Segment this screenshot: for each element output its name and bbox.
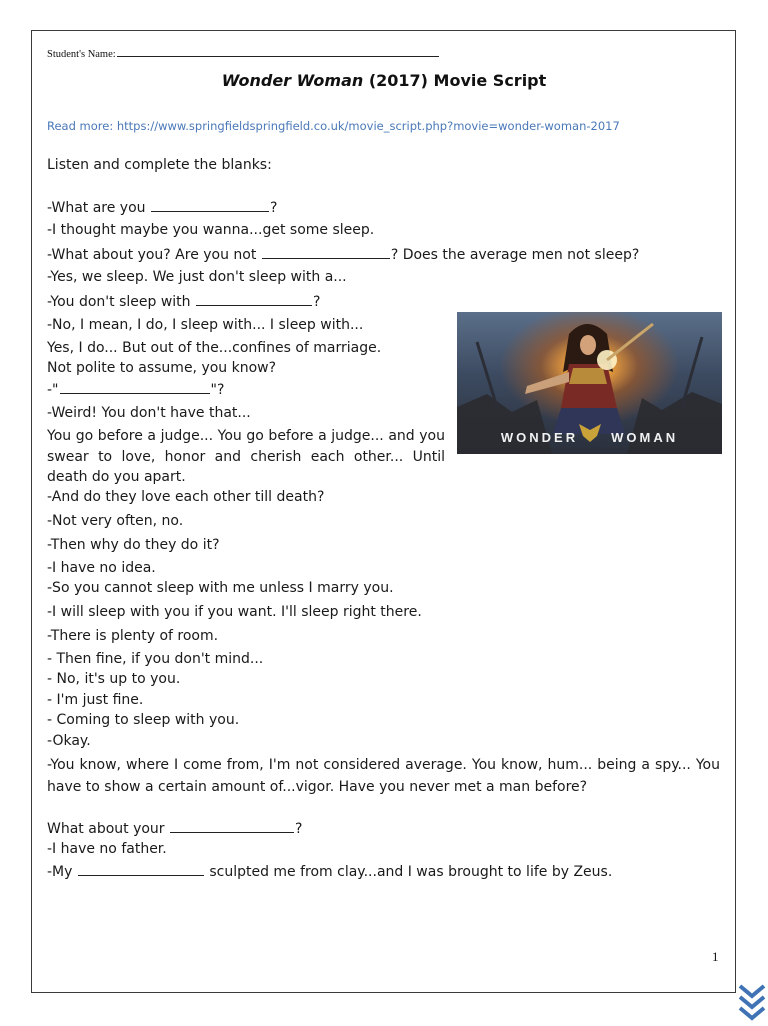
- script-line: -No, I mean, I do, I sleep with... I sleep with...: [47, 317, 364, 333]
- script-line: - No, it's up to you.: [47, 671, 181, 687]
- line-text: ?: [295, 821, 303, 837]
- line-text: -What about you? Are you not: [47, 247, 261, 263]
- line-text: -": [47, 382, 59, 398]
- fill-blank[interactable]: [78, 862, 204, 876]
- poster-title-left: WONDER: [500, 430, 579, 445]
- script-line: -I have no idea.: [47, 560, 156, 576]
- script-line: Yes, I do... But out of the...confines of marriage.: [47, 340, 382, 356]
- script-line: - Coming to sleep with you.: [47, 712, 240, 728]
- script-line: Not polite to assume, you know?: [47, 360, 277, 376]
- line-text: ?: [269, 200, 278, 216]
- script-line: [47, 862, 612, 881]
- line-text: What about your: [47, 821, 170, 837]
- fill-blank[interactable]: [262, 245, 390, 259]
- script-line: -Not very often, no.: [47, 513, 184, 529]
- script-line: -Then why do they do it?: [47, 537, 220, 553]
- line-text: ? Does the average men not sleep?: [390, 247, 640, 263]
- student-name-field[interactable]: [47, 45, 439, 60]
- line-text: ?: [312, 294, 321, 310]
- script-line: -Yes, we sleep. We just don't sleep with a...: [47, 269, 347, 285]
- line-text: -You don't sleep with: [47, 294, 195, 310]
- line-text: -My: [47, 864, 77, 880]
- line-text: "?: [210, 382, 225, 398]
- fill-blank[interactable]: [151, 198, 269, 212]
- script-line: -And do they love each other till death?: [47, 489, 325, 505]
- script-paragraph: -You know, where I come from, I'm not considered average. You know, hum... being a spy... You have to show a certain amount of...vigor. Have you never met a man before?: [47, 757, 720, 795]
- line-text: sculpted me from clay...and I was brought to life by Zeus.: [204, 864, 613, 880]
- read-more-link[interactable]: [47, 119, 620, 133]
- page-title: [0, 71, 768, 90]
- script-line: [47, 245, 639, 264]
- script-line: -Okay.: [47, 733, 91, 749]
- student-name-label: Student's Name:: [47, 49, 116, 60]
- line-text: -What are you: [47, 200, 150, 216]
- wonder-woman-poster: [457, 312, 722, 454]
- script-line: -I have no father.: [47, 841, 167, 857]
- fill-blank[interactable]: [196, 292, 312, 306]
- script-line: [47, 198, 277, 217]
- poster-title: [457, 430, 722, 445]
- title-rest: (2017) Movie Script: [363, 71, 547, 90]
- fill-blank[interactable]: [60, 380, 210, 394]
- script-line: [47, 819, 302, 838]
- scroll-down-chevron-icon[interactable]: [737, 982, 767, 1022]
- script-line: [47, 292, 320, 311]
- script-paragraph: You go before a judge... You go before a judge... and you swear to love, honor and cherish each other... Until death do you apart.: [47, 428, 445, 485]
- script-line: - Then fine, if you don't mind...: [47, 651, 264, 667]
- script-line: -I thought maybe you wanna...get some sleep.: [47, 222, 375, 238]
- fill-blank[interactable]: [170, 819, 294, 833]
- instructions: Listen and complete the blanks:: [47, 157, 272, 173]
- script-line: - I'm just fine.: [47, 692, 144, 708]
- script-line: -So you cannot sleep with me unless I marry you.: [47, 580, 394, 596]
- script-line: -I will sleep with you if you want. I'll sleep right there.: [47, 604, 422, 620]
- student-name-blank[interactable]: [117, 45, 439, 57]
- read-more-text[interactable]: Read more: https://www.springfieldspringfield.co.uk/movie_script.php?movie=wonder-woman-2017: [47, 119, 620, 133]
- page-number: 1: [712, 949, 719, 964]
- title-movie-name: Wonder Woman: [221, 71, 364, 90]
- script-line: [47, 380, 224, 399]
- script-line: -There is plenty of room.: [47, 628, 219, 644]
- poster-title-right: WOMAN: [611, 430, 679, 445]
- script-line: -Weird! You don't have that...: [47, 405, 251, 421]
